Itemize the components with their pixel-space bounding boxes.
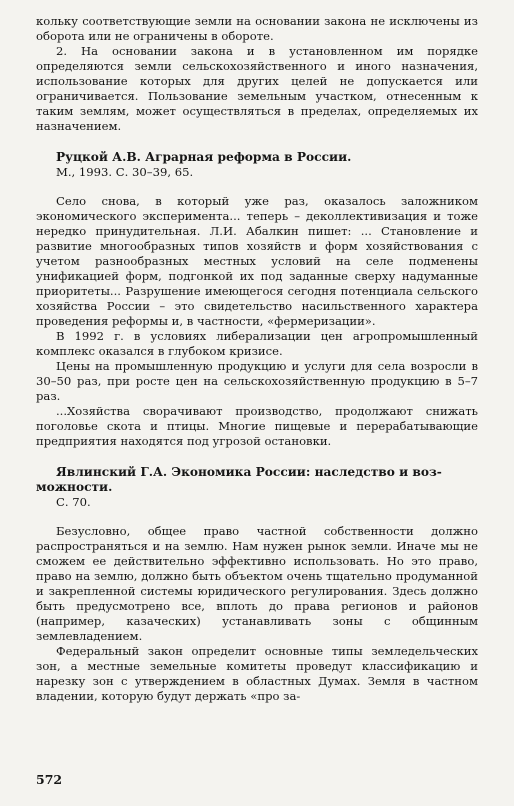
rutskoy-paragraph-1: Село снова, в который уже раз, оказалось заложником экономического эксперимента... теперь – деколлективизация и тоже нередко принудительная. Л.И. Абалкин пишет: ... Становление и развитие многообразных типов хозяйств и форм хозяйствования с учетом разнообразных местных условий на селе подменены унификацией форм, подгонкой их под заданные сверху надуманные приоритеты... Разрушение имеющегося сегодня потенциала сельского хозяйства России – это свидетельство насильственного характера проведения реформы и, в частности, «фермеризации». [36,194,478,328]
rutskoy-source-ref: М., 1993. С. 30–39, 65. [56,165,194,179]
intro-paragraph-1: кольку соответствующие земли на основании закона не исключены из оборота или не ограничены в обороте. [36,14,478,43]
yavlinsky-title-line-1: Явлинский Г.А. Экономика России: наследство и воз- [56,465,442,479]
yavlinsky-paragraph-2: Федеральный закон определит основные типы земледельческих зон, а местные земельные комитеты проведут классификацию и нарезку зон с утверждением в областных Думах. Земля в частном владении, которую будут держать «про за- [36,644,478,703]
rutskoy-paragraph-2: В 1992 г. в условиях либерализации цен агропромышленный комплекс оказался в глубоком кризисе. [36,329,478,358]
rutskoy-paragraph-4: ...Хозяйства сворачивают производство, продолжают снижать поголовье скота и птицы. Многие пищевые и перерабатывающие предприятия находятся под угрозой остановки. [36,404,478,448]
rutskoy-section [36,150,478,449]
page-number: 572 [36,772,63,787]
yavlinsky-title-line-2: можности. [36,480,113,494]
yavlinsky-source-title [36,465,478,495]
yavlinsky-paragraph-1: Безусловно, общее право частной собственности должно распространяться и на землю. Нам нужен рынок земли. Иначе мы не сможем ее действительно эффективно использовать. Но это право, право на землю, должно быть объектом очень тщательно продуманной и закрепленной системы юридического регулирования. Здесь должно быть предусмотрено все, вплоть до права регионов и районов (например, казачеcких) устанавливать зоны с общинным землевладением. [36,524,478,643]
yavlinsky-source-ref: С. 70. [56,495,91,509]
yavlinsky-section [36,465,478,704]
intro-paragraph-2: 2. На основании закона и в установленном им порядке определяются земли сельскохозяйственного и иного назначения, использование которых для других целей не допускается или ограничивается. Пользование земельным участком, отнесенным к таким землям, может осуществляться в пределах, определяемых их назначением. [36,44,478,133]
rutskoy-source-title: Руцкой А.В. Аграрная реформа в России. [56,150,352,164]
rutskoy-paragraph-3: Цены на промышленную продукцию и услуги для села возросли в 30–50 раз, при росте цен на сельскохозяйственную продукцию в 5–7 раз. [36,359,478,403]
